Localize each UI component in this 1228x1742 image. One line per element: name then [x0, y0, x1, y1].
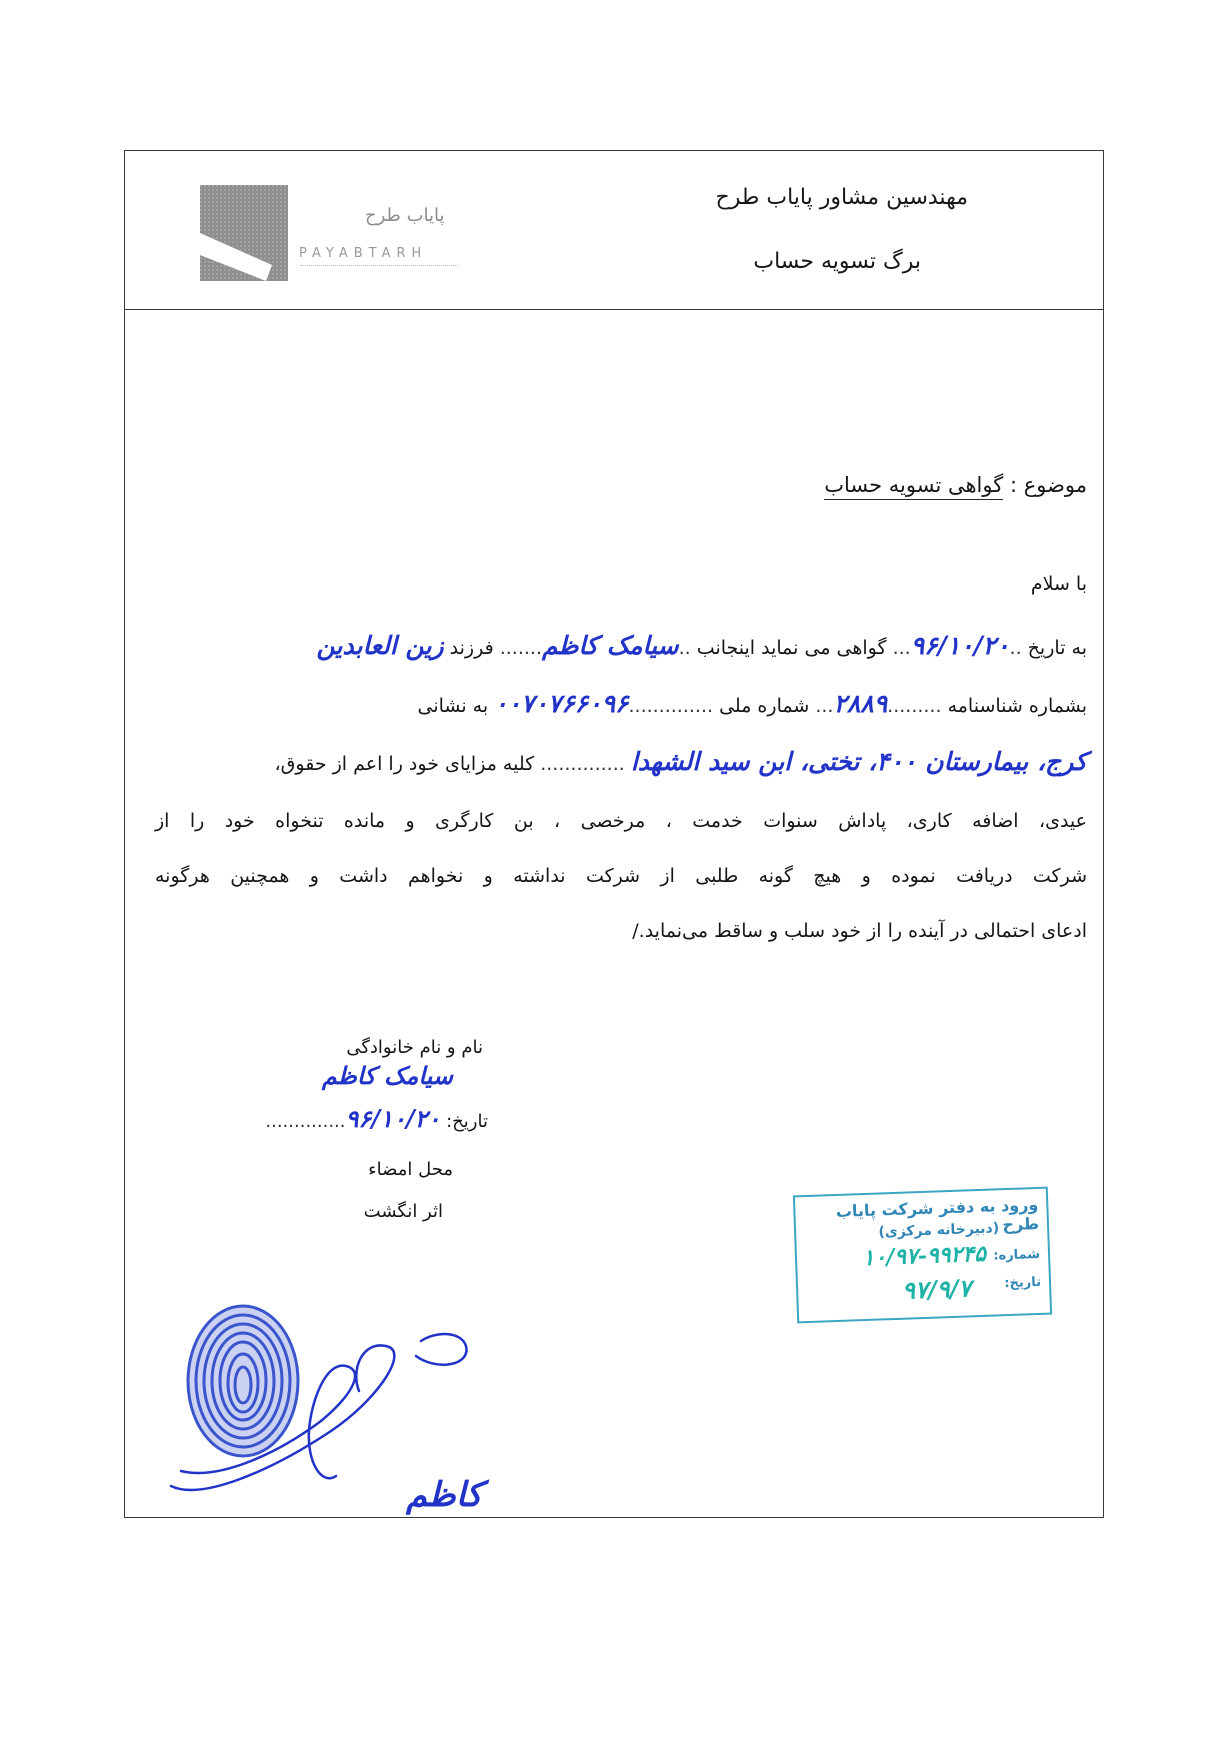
logo-persian-text: پایاب طرح	[365, 205, 445, 226]
name-label: نام و نام خانوادگی	[346, 1037, 483, 1058]
signature-scribble-icon	[161, 1311, 521, 1531]
handwritten-signer-date: ۹۶/۱۰/۲۰	[345, 1104, 441, 1133]
company-name: مهندسین مشاور پایاب طرح	[715, 185, 968, 210]
body-line-5: شرکت دریافت نموده و هیچ گونه طلبی از شرکت نداشته و نخواهم داشت و همچنین هرگونه	[155, 865, 1087, 887]
stamp-number-value: ۱۰/۹۷-۹۹۲۴۵	[862, 1240, 987, 1272]
body-line-6: ادعای احتمالی در آینده را از خود سلب و ساقط می‌نماید./	[632, 920, 1087, 942]
handwritten-address: کرج، بیمارستان ۴۰۰، تختی، ابن سید الشهدا	[630, 747, 1087, 776]
body-line-3: کرج، بیمارستان ۴۰۰، تختی، ابن سید الشهدا .............. کلیه مزایای خود را اعم از حقوق،	[274, 747, 1087, 776]
handwritten-father-name: زین العابدین	[316, 631, 444, 660]
date-label: به تاریخ	[1027, 637, 1087, 659]
body-line-1: به تاریخ ..۹۶/۱۰/۲۰... گواهی می نماید اینجانب ..سیامک کاظم....... فرزند زین العابدین	[316, 631, 1087, 660]
subject-label: موضوع :	[1009, 473, 1087, 497]
name-value-wrap	[322, 1061, 453, 1090]
logo-latin-text: PAYABTARH	[299, 246, 428, 261]
company-logo	[200, 185, 465, 283]
handwritten-id-number: ۲۸۸۹	[833, 689, 888, 718]
benefits-text: کلیه مزایای خود را اعم از حقوق،	[274, 753, 535, 775]
form-sheet	[124, 150, 1104, 1518]
signer-date-line: تاریخ: ۹۶/۱۰/۲۰..............	[265, 1104, 488, 1133]
signature-place-label: محل امضاء	[368, 1159, 453, 1180]
child-of-label: فرزند	[449, 637, 494, 659]
receipt-stamp	[793, 1187, 1052, 1324]
signature-text: کاظم	[406, 1475, 483, 1515]
body-line-4: عیدی، اضافه کاری، پاداش سنوات خدمت ، مرخصی ، بن کارگری و مانده تنخواه خود را از	[155, 810, 1087, 832]
handwritten-signer-name: سیامک کاظم	[321, 1061, 453, 1090]
stamp-date-label: تاریخ:	[1004, 1274, 1042, 1292]
national-id-label: شماره ملی	[719, 695, 810, 717]
subject-line	[824, 473, 1087, 497]
stamp-title: ورود به دفتر شرکت پایاب طرح	[835, 1194, 1040, 1235]
handwritten-national-id: ۰۰۷۰۷۶۶۰۹۶	[494, 689, 629, 718]
fingerprint-label: اثر انگشت	[363, 1201, 443, 1222]
certify-text: گواهی می نماید اینجانب	[696, 637, 887, 659]
handwritten-name: سیامک کاظم	[542, 631, 679, 660]
subject-value: گواهی تسویه حساب	[824, 473, 1003, 500]
logo-mark-icon	[200, 185, 300, 283]
stamp-number-label: شماره:	[993, 1246, 1041, 1264]
signer-date-label: تاریخ:	[446, 1111, 488, 1132]
handwritten-date: ۹۶/۱۰/۲۰	[910, 631, 1010, 660]
id-number-label: بشماره شناسنامه	[947, 695, 1087, 717]
address-label: به نشانی	[417, 695, 489, 717]
form-title: برگ تسویه حساب	[753, 249, 921, 274]
stamp-date-value: ۹۷/۹/۷	[901, 1273, 972, 1305]
stamp-subtitle: (دبیرخانه مرکزی)	[878, 1220, 1000, 1241]
letterhead	[125, 151, 1103, 310]
body-line-2: بشماره شناسنامه .........۲۸۸۹... شماره ملی ..............۰۰۷۰۷۶۶۰۹۶ به نشانی	[417, 689, 1087, 718]
logo-tagline-rule	[300, 265, 458, 268]
greeting: با سلام	[1030, 573, 1087, 595]
